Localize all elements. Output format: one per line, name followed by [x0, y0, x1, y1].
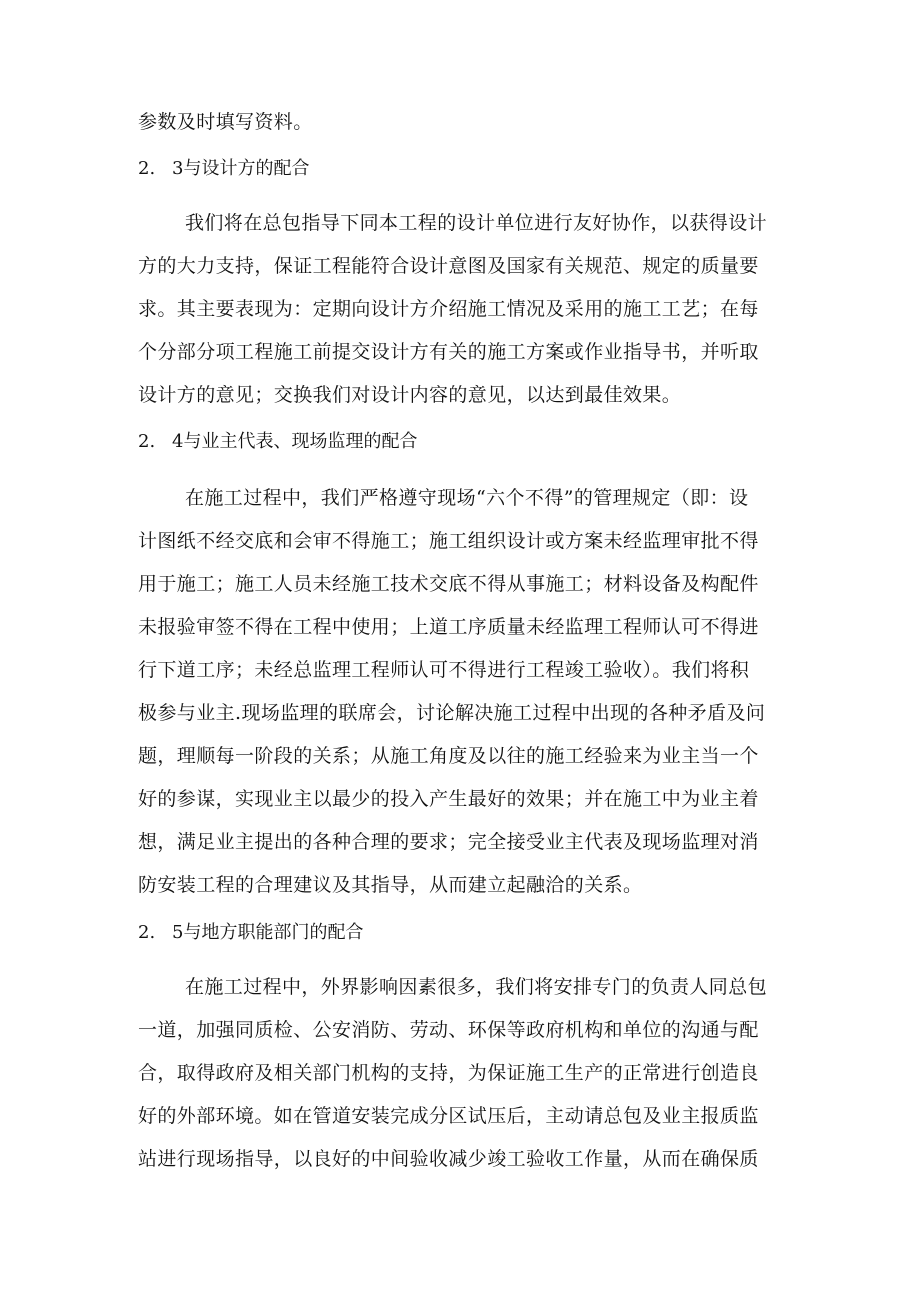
section-heading-2-3 — [138, 157, 309, 181]
paragraph-line: 题，理顺每一阶段的关系；从施工角度及以往的施工经验来为业主当一个 — [138, 745, 759, 767]
section-title: 3与设计方的配合 — [172, 158, 310, 179]
paragraph-line: 想，满足业主提出的各种合理的要求；完全接受业主代表及现场监理对消 — [138, 831, 759, 853]
paragraph-line: 一道，加强同质检、公安消防、劳动、环保等政府机构和单位的沟通与配 — [138, 1019, 759, 1041]
section-number: 2. — [138, 431, 156, 452]
paragraph-line: 极参与业主.现场监理的联席会，讨论解决施工过程中出现的各种矛盾及问 — [138, 702, 766, 724]
paragraph-line: 在施工过程中，我们严格遵守现场“六个不得”的管理规定（即：设 — [185, 487, 749, 509]
paragraph-line: 求。其主要表现为：定期向设计方介绍施工情况及采用的施工工艺；在每 — [138, 298, 759, 320]
section-title: 5与地方职能部门的配合 — [172, 922, 364, 943]
paragraph-line: 站进行现场指导，以良好的中间验收减少竣工验收工作量，从而在确保质 — [138, 1148, 759, 1170]
section-number: 2. — [138, 922, 156, 943]
paragraph-line: 未报验审签不得在工程中使用；上道工序质量未经监理工程师认可不得进 — [138, 616, 759, 638]
section-number: 2. — [138, 158, 156, 179]
paragraph-line: 好的外部环境。如在管道安装完成分区试压后，主动请总包及业主报质监 — [138, 1105, 759, 1127]
paragraph-line: 设计方的意见；交换我们对设计内容的意见，以达到最佳效果。 — [138, 384, 682, 406]
intro-line: 参数及时填写资料。 — [138, 111, 313, 133]
paragraph-line: 防安装工程的合理建议及其指导，从而建立起融洽的关系。 — [138, 874, 643, 896]
section-heading-2-4 — [138, 430, 417, 454]
paragraph-line: 合，取得政府及相关部门机构的支持，为保证施工生产的正常进行创造良 — [138, 1062, 759, 1084]
paragraph-line: 个分部分项工程施工前提交设计方有关的施工方案或作业指导书，并听取 — [138, 341, 759, 363]
paragraph-line: 我们将在总包指导下同本工程的设计单位进行友好协作，以获得设计 — [185, 212, 768, 234]
paragraph-line: 行下道工序；未经总监理工程师认可不得进行工程竣工验收）。我们将积 — [138, 659, 750, 681]
paragraph-line: 方的大力支持，保证工程能符合设计意图及国家有关规范、规定的质量要 — [138, 255, 759, 277]
section-title: 4与业主代表、现场监理的配合 — [172, 431, 418, 452]
paragraph-line: 好的参谋，实现业主以最少的投入产生最好的效果；并在施工中为业主着 — [138, 788, 759, 810]
paragraph-line: 在施工过程中，外界影响因素很多，我们将安排专门的负责人同总包 — [185, 976, 768, 998]
paragraph-line: 计图纸不经交底和会审不得施工；施工组织设计或方案未经监理审批不得 — [138, 530, 759, 552]
paragraph-line: 用于施工；施工人员未经施工技术交底不得从事施工；材料设备及构配件 — [138, 573, 759, 595]
section-heading-2-5 — [138, 921, 363, 945]
